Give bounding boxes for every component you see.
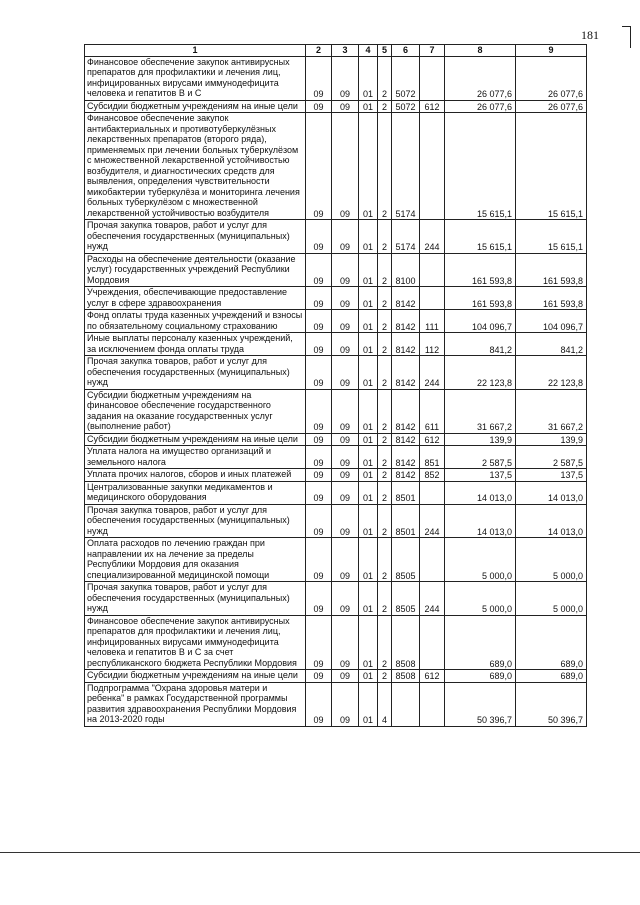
row-subsection: 09 — [332, 287, 359, 310]
header-col-4: 4 — [359, 45, 378, 57]
row-expense-type: 244 — [420, 582, 445, 616]
row-section: 09 — [306, 253, 332, 287]
row-subsection: 09 — [332, 469, 359, 482]
row-target-article-2: 2 — [378, 310, 392, 333]
row-subsection: 09 — [332, 100, 359, 113]
row-subsection: 09 — [332, 356, 359, 390]
row-amount-total: 50 396,7 — [516, 682, 587, 726]
row-name: Субсидии бюджетным учреждениям на иные цели — [85, 433, 306, 446]
row-amount-total: 26 077,6 — [516, 100, 587, 113]
row-amount: 31 667,2 — [445, 389, 516, 433]
row-amount: 26 077,6 — [445, 56, 516, 100]
row-section: 09 — [306, 287, 332, 310]
row-target-article-3: 5174 — [392, 220, 420, 254]
row-target-article-2: 2 — [378, 504, 392, 538]
table-row — [85, 287, 587, 310]
table-row — [85, 356, 587, 390]
row-target-article-1: 01 — [359, 310, 378, 333]
row-amount: 50 396,7 — [445, 682, 516, 726]
row-amount: 841,2 — [445, 333, 516, 356]
header-col-3: 3 — [332, 45, 359, 57]
edge-mark — [630, 26, 631, 48]
row-section: 09 — [306, 446, 332, 469]
row-target-article-2: 2 — [378, 333, 392, 356]
row-expense-type: 244 — [420, 356, 445, 390]
row-target-article-3: 5072 — [392, 100, 420, 113]
row-expense-type — [420, 253, 445, 287]
row-target-article-2: 2 — [378, 446, 392, 469]
row-section: 09 — [306, 469, 332, 482]
row-amount-total: 14 013,0 — [516, 504, 587, 538]
row-expense-type — [420, 56, 445, 100]
row-name: Прочая закупка товаров, работ и услуг для обеспечения государственных (муниципальных) нужд — [85, 504, 306, 538]
row-amount-total: 31 667,2 — [516, 389, 587, 433]
row-amount-total: 15 615,1 — [516, 113, 587, 220]
row-amount-total: 14 013,0 — [516, 481, 587, 504]
row-target-article-1: 01 — [359, 287, 378, 310]
row-target-article-1: 01 — [359, 504, 378, 538]
row-target-article-2: 2 — [378, 670, 392, 683]
row-amount-total: 26 077,6 — [516, 56, 587, 100]
row-amount-total: 689,0 — [516, 670, 587, 683]
row-section: 09 — [306, 56, 332, 100]
row-amount-total: 161 593,8 — [516, 287, 587, 310]
row-target-article-2: 2 — [378, 538, 392, 582]
budget-table — [84, 44, 587, 727]
row-target-article-3: 8505 — [392, 582, 420, 616]
row-target-article-1: 01 — [359, 469, 378, 482]
row-subsection: 09 — [332, 253, 359, 287]
header-col-2: 2 — [306, 45, 332, 57]
row-subsection: 09 — [332, 670, 359, 683]
table-row — [85, 582, 587, 616]
header-col-9: 9 — [516, 45, 587, 57]
table-row — [85, 682, 587, 726]
table-row — [85, 481, 587, 504]
row-subsection: 09 — [332, 481, 359, 504]
table-row — [85, 433, 587, 446]
page-number: 181 — [581, 28, 599, 42]
row-amount-total: 841,2 — [516, 333, 587, 356]
row-target-article-2: 2 — [378, 220, 392, 254]
row-target-article-1: 01 — [359, 113, 378, 220]
row-target-article-1: 01 — [359, 682, 378, 726]
row-target-article-2: 2 — [378, 389, 392, 433]
row-name: Прочая закупка товаров, работ и услуг для обеспечения государственных (муниципальных) нужд — [85, 356, 306, 390]
row-name: Субсидии бюджетным учреждениям на иные цели — [85, 100, 306, 113]
row-name: Уплата налога на имущество организаций и земельного налога — [85, 446, 306, 469]
row-section: 09 — [306, 356, 332, 390]
row-amount: 139,9 — [445, 433, 516, 446]
row-target-article-3: 8505 — [392, 538, 420, 582]
row-target-article-1: 01 — [359, 481, 378, 504]
row-target-article-3: 5174 — [392, 113, 420, 220]
row-target-article-3: 8142 — [392, 356, 420, 390]
row-section: 09 — [306, 333, 332, 356]
row-amount: 14 013,0 — [445, 481, 516, 504]
row-name: Финансовое обеспечение закупок антивирусных препаратов для профилактики и лечения лиц, инфицированных вирусами иммунодефицита человека и гепатитов В и С за счет республиканского бюджета Республики Мордовия — [85, 615, 306, 670]
row-target-article-1: 01 — [359, 56, 378, 100]
row-target-article-3 — [392, 682, 420, 726]
row-expense-type: 612 — [420, 670, 445, 683]
row-target-article-2: 2 — [378, 582, 392, 616]
table-row — [85, 504, 587, 538]
row-target-article-2: 2 — [378, 56, 392, 100]
row-target-article-1: 01 — [359, 446, 378, 469]
row-subsection: 09 — [332, 56, 359, 100]
row-name: Финансовое обеспечение закупок антивирусных препаратов для профилактики и лечения лиц, инфицированных вирусами иммунодефицита человека и гепатитов В и С — [85, 56, 306, 100]
table-row — [85, 113, 587, 220]
row-section: 09 — [306, 582, 332, 616]
row-target-article-1: 01 — [359, 100, 378, 113]
row-subsection: 09 — [332, 504, 359, 538]
row-section: 09 — [306, 615, 332, 670]
row-expense-type: 111 — [420, 310, 445, 333]
row-amount-total: 22 123,8 — [516, 356, 587, 390]
bottom-rule — [0, 852, 640, 853]
row-amount: 15 615,1 — [445, 220, 516, 254]
row-target-article-3: 8501 — [392, 481, 420, 504]
row-amount: 137,5 — [445, 469, 516, 482]
table-row — [85, 100, 587, 113]
row-amount: 15 615,1 — [445, 113, 516, 220]
row-subsection: 09 — [332, 615, 359, 670]
edge-mark — [622, 26, 631, 27]
row-subsection: 09 — [332, 682, 359, 726]
row-amount-total: 689,0 — [516, 615, 587, 670]
row-target-article-1: 01 — [359, 615, 378, 670]
row-target-article-3: 8501 — [392, 504, 420, 538]
row-amount-total: 161 593,8 — [516, 253, 587, 287]
row-name: Расходы на обеспечение деятельности (оказание услуг) государственных учреждений Республики Мордовия — [85, 253, 306, 287]
row-expense-type: 244 — [420, 220, 445, 254]
row-name: Прочая закупка товаров, работ и услуг для обеспечения государственных (муниципальных) нужд — [85, 220, 306, 254]
table-row — [85, 220, 587, 254]
row-amount-total: 137,5 — [516, 469, 587, 482]
row-target-article-1: 01 — [359, 356, 378, 390]
row-expense-type: 611 — [420, 389, 445, 433]
row-subsection: 09 — [332, 538, 359, 582]
table-row — [85, 446, 587, 469]
header-col-7: 7 — [420, 45, 445, 57]
row-subsection: 09 — [332, 433, 359, 446]
row-target-article-3: 8142 — [392, 333, 420, 356]
row-target-article-3: 8100 — [392, 253, 420, 287]
row-amount-total: 104 096,7 — [516, 310, 587, 333]
header-col-6: 6 — [392, 45, 420, 57]
row-amount: 104 096,7 — [445, 310, 516, 333]
row-target-article-1: 01 — [359, 538, 378, 582]
row-target-article-3: 8508 — [392, 670, 420, 683]
row-target-article-3: 8142 — [392, 469, 420, 482]
header-col-8: 8 — [445, 45, 516, 57]
row-target-article-2: 2 — [378, 356, 392, 390]
row-expense-type: 244 — [420, 504, 445, 538]
row-section: 09 — [306, 100, 332, 113]
table-header-row — [85, 45, 587, 57]
row-amount-total: 5 000,0 — [516, 538, 587, 582]
row-expense-type — [420, 287, 445, 310]
row-amount: 22 123,8 — [445, 356, 516, 390]
table-row — [85, 333, 587, 356]
row-expense-type: 852 — [420, 469, 445, 482]
row-section: 09 — [306, 538, 332, 582]
table-row — [85, 253, 587, 287]
row-target-article-1: 01 — [359, 253, 378, 287]
row-expense-type — [420, 481, 445, 504]
row-expense-type: 851 — [420, 446, 445, 469]
row-name: Субсидии бюджетным учреждениям на иные цели — [85, 670, 306, 683]
row-subsection: 09 — [332, 113, 359, 220]
header-col-1: 1 — [85, 45, 306, 57]
table-row — [85, 469, 587, 482]
row-target-article-1: 01 — [359, 220, 378, 254]
row-target-article-1: 01 — [359, 389, 378, 433]
row-target-article-2: 2 — [378, 615, 392, 670]
row-target-article-2: 2 — [378, 287, 392, 310]
row-amount-total: 2 587,5 — [516, 446, 587, 469]
row-section: 09 — [306, 113, 332, 220]
row-subsection: 09 — [332, 389, 359, 433]
row-subsection: 09 — [332, 446, 359, 469]
row-subsection: 09 — [332, 333, 359, 356]
row-expense-type: 112 — [420, 333, 445, 356]
row-expense-type — [420, 538, 445, 582]
row-target-article-1: 01 — [359, 433, 378, 446]
row-amount-total: 15 615,1 — [516, 220, 587, 254]
row-amount: 5 000,0 — [445, 538, 516, 582]
row-target-article-1: 01 — [359, 670, 378, 683]
row-section: 09 — [306, 389, 332, 433]
row-subsection: 09 — [332, 220, 359, 254]
row-target-article-2: 2 — [378, 433, 392, 446]
row-subsection: 09 — [332, 310, 359, 333]
row-section: 09 — [306, 433, 332, 446]
row-target-article-2: 2 — [378, 481, 392, 504]
row-name: Учреждения, обеспечивающие предоставление услуг в сфере здравоохранения — [85, 287, 306, 310]
row-amount-total: 139,9 — [516, 433, 587, 446]
table-row — [85, 389, 587, 433]
row-name: Финансовое обеспечение закупок антибактериальных и противотуберкулёзных лекарственных препаратов (второго ряда), применяемых при лечении больных туберкулёзом с множественной лекарственной устойчивостью возбудителя, и диагностических средств для выявления, определения чувствительности микобактерии туберкулёза и мониторинга лечения больных туберкулёзом с множественной лекарственной устойчивостью возбудителя — [85, 113, 306, 220]
row-amount: 14 013,0 — [445, 504, 516, 538]
row-target-article-3: 8142 — [392, 310, 420, 333]
row-target-article-3: 8142 — [392, 287, 420, 310]
row-target-article-3: 8142 — [392, 389, 420, 433]
row-amount: 161 593,8 — [445, 253, 516, 287]
row-section: 09 — [306, 504, 332, 538]
table-row — [85, 670, 587, 683]
row-expense-type — [420, 113, 445, 220]
row-name: Подпрограмма "Охрана здоровья матери и ребенка" в рамках Государственной программы развития здравоохранения Республики Мордовия на 2013-2020 годы — [85, 682, 306, 726]
row-target-article-2: 2 — [378, 100, 392, 113]
row-amount: 161 593,8 — [445, 287, 516, 310]
row-expense-type: 612 — [420, 100, 445, 113]
row-expense-type: 612 — [420, 433, 445, 446]
row-target-article-3: 8508 — [392, 615, 420, 670]
row-target-article-1: 01 — [359, 333, 378, 356]
row-name: Прочая закупка товаров, работ и услуг для обеспечения государственных (муниципальных) нужд — [85, 582, 306, 616]
row-name: Субсидии бюджетным учреждениям на финансовое обеспечение государственного задания на оказание государственных услуг (выполнение работ) — [85, 389, 306, 433]
header-col-5: 5 — [378, 45, 392, 57]
row-target-article-3: 5072 — [392, 56, 420, 100]
row-amount-total: 5 000,0 — [516, 582, 587, 616]
row-expense-type — [420, 615, 445, 670]
row-name: Иные выплаты персоналу казенных учреждений, за исключением фонда оплаты труда — [85, 333, 306, 356]
row-name: Централизованные закупки медикаментов и медицинского оборудования — [85, 481, 306, 504]
row-name: Оплата расходов по лечению граждан при направлении их на лечение за пределы Республики Мордовия для оказания специализированной медицинской помощи — [85, 538, 306, 582]
row-name: Уплата прочих налогов, сборов и иных платежей — [85, 469, 306, 482]
row-amount: 2 587,5 — [445, 446, 516, 469]
row-expense-type — [420, 682, 445, 726]
table-row — [85, 56, 587, 100]
row-section: 09 — [306, 310, 332, 333]
row-amount: 689,0 — [445, 615, 516, 670]
table-row — [85, 615, 587, 670]
row-target-article-2: 2 — [378, 253, 392, 287]
row-section: 09 — [306, 220, 332, 254]
row-target-article-2: 4 — [378, 682, 392, 726]
row-section: 09 — [306, 682, 332, 726]
row-amount: 5 000,0 — [445, 582, 516, 616]
row-amount: 26 077,6 — [445, 100, 516, 113]
row-target-article-1: 01 — [359, 582, 378, 616]
table-body — [85, 56, 587, 726]
row-name: Фонд оплаты труда казенных учреждений и взносы по обязательному социальному страхованию — [85, 310, 306, 333]
row-amount: 689,0 — [445, 670, 516, 683]
row-section: 09 — [306, 670, 332, 683]
row-target-article-3: 8142 — [392, 446, 420, 469]
row-section: 09 — [306, 481, 332, 504]
row-target-article-2: 2 — [378, 113, 392, 220]
row-target-article-3: 8142 — [392, 433, 420, 446]
table-row — [85, 538, 587, 582]
row-subsection: 09 — [332, 582, 359, 616]
row-target-article-2: 2 — [378, 469, 392, 482]
table-row — [85, 310, 587, 333]
